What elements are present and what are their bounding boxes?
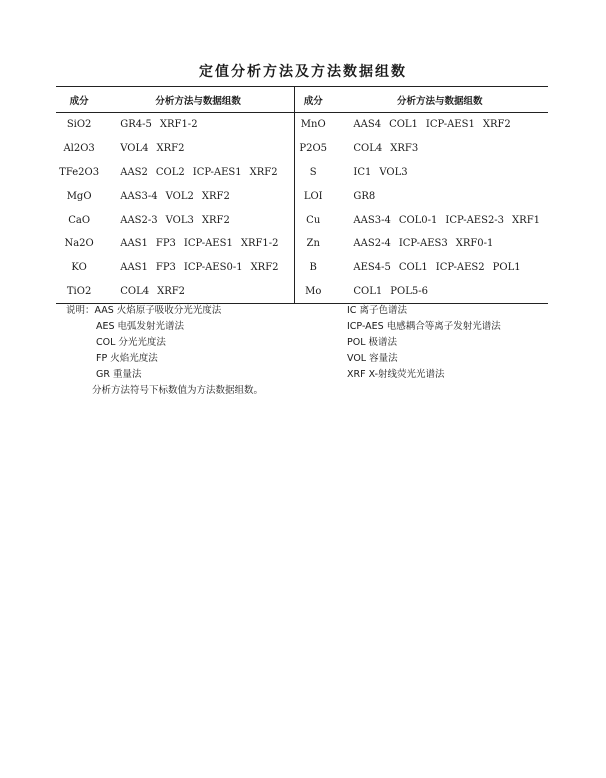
- method-entry: FP3: [155, 238, 176, 250]
- method-entry: XRF3: [390, 143, 419, 155]
- method-entry: XRF2: [157, 285, 186, 297]
- methods-cell: [102, 137, 294, 161]
- method-entry: COL1: [389, 119, 418, 131]
- method-entry: COL4: [353, 143, 383, 155]
- method-entry: XRF1-2: [159, 119, 198, 131]
- method-entry: XRF2: [482, 119, 511, 131]
- component-cell: Na2O: [64, 238, 94, 250]
- methods-cell: [331, 161, 548, 185]
- methods-cell: [102, 280, 294, 304]
- method-entry: AAS2: [120, 166, 148, 178]
- method-entry: XRF2: [250, 262, 279, 274]
- method-entry: XRF2: [249, 166, 278, 178]
- page-title: 定值分析方法及方法数据组数: [199, 64, 407, 80]
- notes-lead: 说明：AAS 火焰原子吸收分光光度法: [66, 305, 222, 316]
- note-item: COL 分光光度法: [96, 337, 166, 348]
- method-entry: ICP-AES1: [192, 166, 242, 178]
- component-cell: KO: [71, 262, 87, 274]
- component-cell: SiO2: [66, 119, 92, 131]
- methods-cell: [102, 184, 294, 208]
- method-entry: AAS1: [120, 238, 148, 250]
- method-entry: AAS4: [353, 119, 382, 131]
- method-entry: AAS2-3: [120, 214, 158, 226]
- methods-cell: [102, 161, 294, 185]
- methods-cell: [102, 256, 294, 280]
- method-entry: POL1: [492, 262, 521, 274]
- method-entry: XRF2: [201, 214, 230, 226]
- table-row: [56, 137, 548, 161]
- table-body: [56, 113, 548, 304]
- table-row: [56, 161, 548, 185]
- method-entry: GR4-5: [120, 119, 152, 131]
- methods-cell: [331, 232, 548, 256]
- method-entry: AAS2-4: [353, 238, 391, 250]
- method-entry: ICP-AES0-1: [183, 262, 243, 274]
- header-component-right: 成分: [295, 87, 332, 113]
- note-item: XRF X-射线荧光光谱法: [347, 369, 445, 380]
- header-methods-left: 分析方法与数据组数: [102, 87, 294, 113]
- method-entry: IC1: [353, 166, 372, 178]
- component-cell: MnO: [295, 113, 332, 137]
- method-entry: COL1: [353, 285, 383, 297]
- method-entry: ICP-AES2-3: [445, 214, 505, 226]
- method-entry: COL1: [398, 262, 428, 274]
- component-cell: Cu: [295, 208, 332, 232]
- component-cell: Zn: [295, 232, 332, 256]
- method-entry: COL4: [120, 285, 150, 297]
- methods-cell: [102, 113, 294, 137]
- header-methods-right: 分析方法与数据组数: [331, 87, 548, 113]
- component-cell: P2O5: [295, 137, 332, 161]
- component-cell: TFe2O3: [59, 166, 100, 178]
- header-component-left: 成分: [56, 87, 102, 113]
- methods-cell: [331, 137, 548, 161]
- methods-cell: [331, 113, 548, 137]
- table-row: [56, 113, 548, 137]
- method-entry: VOL3: [379, 166, 408, 178]
- notes-left: [66, 303, 263, 399]
- table-header-row: [56, 87, 548, 113]
- table-row: [56, 232, 548, 256]
- methods-cell: [331, 256, 548, 280]
- method-entry: POL5-6: [390, 285, 428, 297]
- method-entry: XRF2: [156, 143, 185, 155]
- method-entry: COL2: [155, 166, 185, 178]
- method-entry: XRF1: [512, 214, 540, 226]
- note-item: ICP-AES 电感耦合等离子发射光谱法: [347, 321, 501, 332]
- note-item: AES 电弧发射光谱法: [96, 321, 185, 332]
- method-entry: VOL4: [120, 143, 149, 155]
- method-entry: VOL2: [165, 190, 194, 202]
- method-entry: AAS3-4: [353, 214, 391, 226]
- component-cell: S: [295, 161, 332, 185]
- method-entry: FP3: [155, 262, 176, 274]
- table-row: [56, 280, 548, 304]
- method-entry: AAS3-4: [120, 190, 158, 202]
- methods-cell: [102, 232, 294, 256]
- note-item: FP 火焰光度法: [96, 353, 158, 364]
- note-item: VOL 容量法: [347, 353, 398, 364]
- method-entry: XRF1-2: [240, 238, 279, 250]
- table-row: [56, 184, 548, 208]
- notes-footer: 分析方法符号下标数值为方法数据组数。: [92, 385, 264, 396]
- method-entry: XRF0-1: [455, 238, 494, 250]
- method-entry: ICP-AES1: [183, 238, 233, 250]
- methods-cell: [331, 184, 548, 208]
- table-row: [56, 256, 548, 280]
- method-entry: ICP-AES2: [435, 262, 485, 274]
- note-item: POL 极谱法: [347, 337, 398, 348]
- method-entry: COL0-1: [398, 214, 438, 226]
- methods-cell: [331, 208, 548, 232]
- notes-right: [347, 303, 501, 383]
- methods-cell: [102, 208, 294, 232]
- methods-cell: [331, 280, 548, 304]
- table-row: [56, 208, 548, 232]
- method-entry: ICP-AES3: [398, 238, 448, 250]
- method-entry: XRF2: [201, 190, 230, 202]
- component-cell: LOI: [295, 184, 332, 208]
- component-cell: Mo: [295, 280, 332, 304]
- method-entry: AES4-5: [353, 262, 391, 274]
- method-entry: GR8: [353, 190, 376, 202]
- methods-table: [56, 86, 548, 304]
- note-item: GR 重量法: [96, 369, 142, 380]
- component-cell: B: [295, 256, 332, 280]
- component-cell: CaO: [68, 214, 91, 226]
- note-item: IC 离子色谱法: [347, 305, 407, 316]
- component-cell: TiO2: [56, 280, 102, 304]
- component-cell: MgO: [66, 190, 92, 202]
- method-entry: AAS1: [120, 262, 148, 274]
- method-entry: ICP-AES1: [425, 119, 475, 131]
- method-entry: VOL3: [165, 214, 194, 226]
- component-cell: Al2O3: [63, 143, 95, 155]
